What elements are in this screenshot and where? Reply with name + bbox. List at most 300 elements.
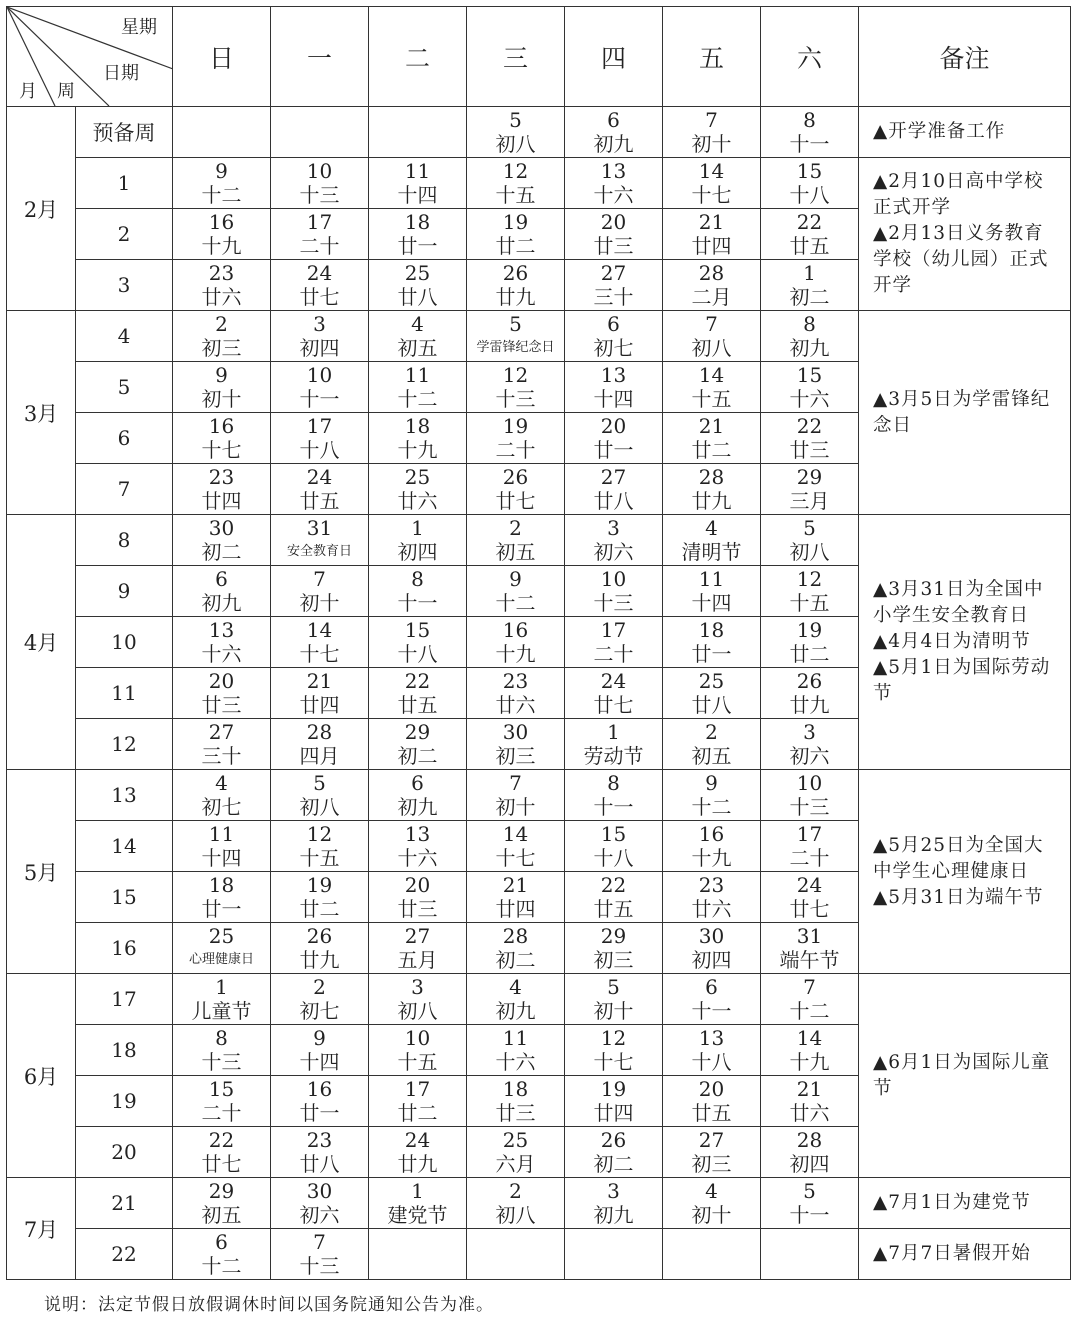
solar-date: 26 <box>502 465 529 489</box>
lunar-date: 十三 <box>201 1050 242 1074</box>
lunar-date: 二十 <box>495 438 536 462</box>
week-number: 21 <box>76 1178 173 1229</box>
day-cell <box>369 413 467 464</box>
solar-date: 8 <box>215 1026 228 1050</box>
lunar-date: 廿三 <box>593 234 634 258</box>
day-cell <box>467 464 565 515</box>
lunar-date: 清明节 <box>681 540 742 564</box>
month-label: 5月 <box>7 770 76 974</box>
solar-date: 24 <box>404 1128 431 1152</box>
lunar-date: 初十 <box>593 999 634 1023</box>
day-cell <box>271 770 369 821</box>
solar-date: 12 <box>502 159 529 183</box>
empty-cell <box>761 1229 859 1280</box>
solar-date: 26 <box>796 669 823 693</box>
day-cell <box>565 719 663 770</box>
day-cell <box>467 1178 565 1229</box>
day-cell <box>173 158 271 209</box>
solar-date: 29 <box>208 1179 235 1203</box>
day-cell <box>565 260 663 311</box>
notes-cell <box>859 107 1071 158</box>
empty-cell <box>369 1229 467 1280</box>
solar-date: 18 <box>698 618 725 642</box>
solar-date: 6 <box>215 1230 228 1254</box>
lunar-date: 初八 <box>299 795 340 819</box>
day-cell <box>271 719 369 770</box>
notes-cell <box>859 974 1071 1178</box>
solar-date: 26 <box>502 261 529 285</box>
solar-date: 5 <box>509 312 522 336</box>
day-cell <box>271 974 369 1025</box>
day-cell <box>761 617 859 668</box>
solar-date: 29 <box>404 720 431 744</box>
day-cell <box>369 821 467 872</box>
day-cell <box>369 1025 467 1076</box>
month-label: 2月 <box>7 107 76 311</box>
day-cell <box>761 1076 859 1127</box>
solar-date: 21 <box>698 210 725 234</box>
week-row <box>7 1178 1071 1229</box>
solar-date: 24 <box>306 261 333 285</box>
day-cell <box>663 1076 761 1127</box>
day-cell <box>565 770 663 821</box>
lunar-date: 十五 <box>299 846 340 870</box>
day-cell <box>565 923 663 974</box>
solar-date: 11 <box>404 159 431 183</box>
lunar-date: 初三 <box>593 948 634 972</box>
week-number: 13 <box>76 770 173 821</box>
day-cell <box>467 770 565 821</box>
footnote: 说明：法定节假日放假调休时间以国务院通知公告为准。 <box>44 1295 494 1315</box>
day-cell <box>173 719 271 770</box>
day-cell <box>467 311 565 362</box>
day-cell <box>565 668 663 719</box>
day-cell <box>369 1178 467 1229</box>
solar-date: 29 <box>796 465 823 489</box>
notes-header: 备注 <box>859 7 1071 107</box>
lunar-date: 初二 <box>495 948 536 972</box>
lunar-date: 初九 <box>495 999 536 1023</box>
day-cell <box>761 260 859 311</box>
day-cell <box>565 1025 663 1076</box>
week-number: 16 <box>76 923 173 974</box>
solar-date: 24 <box>796 873 823 897</box>
note-text: ▲6月1日为国际儿童节 <box>873 1051 1051 1099</box>
day-cell <box>271 617 369 668</box>
day-cell <box>761 158 859 209</box>
lunar-date: 十六 <box>495 1050 536 1074</box>
solar-date: 31 <box>796 924 823 948</box>
lunar-date: 初五 <box>495 540 536 564</box>
day-cell <box>663 515 761 566</box>
solar-date: 16 <box>306 1077 333 1101</box>
solar-date: 7 <box>803 975 816 999</box>
day-cell <box>565 566 663 617</box>
day-cell <box>271 413 369 464</box>
lunar-date: 廿八 <box>299 1152 340 1176</box>
lunar-date: 廿一 <box>201 897 242 921</box>
day-cell <box>173 209 271 260</box>
solar-date: 28 <box>306 720 333 744</box>
note-text: ▲5月31日为端午节 <box>873 886 1044 908</box>
lunar-date: 十三 <box>299 183 340 207</box>
lunar-date: 十七 <box>299 642 340 666</box>
note-text: ▲3月31日为全国中小学生安全教育日 <box>873 579 1044 626</box>
lunar-date: 廿六 <box>495 693 536 717</box>
solar-date: 15 <box>600 822 627 846</box>
solar-date: 14 <box>698 363 725 387</box>
day-cell <box>369 260 467 311</box>
solar-date: 11 <box>502 1026 529 1050</box>
solar-date: 30 <box>698 924 725 948</box>
lunar-date: 初三 <box>201 336 242 360</box>
day-cell <box>565 107 663 158</box>
day-cell <box>565 209 663 260</box>
lunar-date: 廿五 <box>691 1101 732 1125</box>
day-cell <box>761 923 859 974</box>
lunar-date: 十三 <box>789 795 830 819</box>
month-label: 4月 <box>7 515 76 770</box>
lunar-date: 十一 <box>691 999 732 1023</box>
solar-date: 4 <box>509 975 522 999</box>
lunar-date: 十四 <box>593 387 634 411</box>
day-cell <box>271 209 369 260</box>
solar-date: 4 <box>705 1179 718 1203</box>
solar-date: 18 <box>502 1077 529 1101</box>
day-cell <box>565 1076 663 1127</box>
lunar-date: 初七 <box>299 999 340 1023</box>
lunar-date: 十一 <box>789 132 830 156</box>
lunar-date: 十四 <box>691 591 732 615</box>
week-row <box>7 1229 1071 1280</box>
lunar-date: 劳动节 <box>583 744 644 768</box>
solar-date: 3 <box>607 1179 620 1203</box>
lunar-date: 六月 <box>495 1152 536 1176</box>
lunar-date: 十二 <box>397 387 438 411</box>
solar-date: 14 <box>502 822 529 846</box>
lunar-date: 廿一 <box>299 1101 340 1125</box>
lunar-date: 心理健康日 <box>188 952 254 967</box>
solar-date: 1 <box>803 261 816 285</box>
week-number: 22 <box>76 1229 173 1280</box>
lunar-date: 初七 <box>201 795 242 819</box>
solar-date: 22 <box>208 1128 235 1152</box>
day-cell <box>761 974 859 1025</box>
solar-date: 20 <box>600 414 627 438</box>
solar-date: 17 <box>796 822 823 846</box>
day-cell <box>173 1229 271 1280</box>
day-cell <box>467 719 565 770</box>
solar-date: 13 <box>404 822 431 846</box>
lunar-date: 十八 <box>397 642 438 666</box>
week-number: 19 <box>76 1076 173 1127</box>
day-cell <box>369 1076 467 1127</box>
day-cell <box>173 566 271 617</box>
day-cell <box>173 362 271 413</box>
solar-date: 2 <box>509 516 522 540</box>
solar-date: 12 <box>600 1026 627 1050</box>
lunar-date: 初五 <box>691 744 732 768</box>
day-cell <box>173 464 271 515</box>
day-cell <box>761 311 859 362</box>
lunar-date: 初七 <box>593 336 634 360</box>
solar-date: 6 <box>705 975 718 999</box>
solar-date: 7 <box>705 312 718 336</box>
solar-date: 13 <box>208 618 235 642</box>
solar-date: 29 <box>600 924 627 948</box>
solar-date: 10 <box>796 771 823 795</box>
solar-date: 27 <box>404 924 431 948</box>
day-cell <box>271 1178 369 1229</box>
solar-date: 31 <box>306 516 333 540</box>
solar-date: 6 <box>607 312 620 336</box>
solar-date: 11 <box>404 363 431 387</box>
lunar-date: 十五 <box>789 591 830 615</box>
lunar-date: 初八 <box>789 540 830 564</box>
solar-date: 21 <box>306 669 333 693</box>
solar-date: 17 <box>306 414 333 438</box>
week-row <box>7 515 1071 566</box>
day-cell <box>271 1229 369 1280</box>
day-cell <box>271 566 369 617</box>
lunar-date: 十七 <box>495 846 536 870</box>
solar-date: 24 <box>600 669 627 693</box>
lunar-date: 初八 <box>495 132 536 156</box>
empty-cell <box>565 1229 663 1280</box>
solar-date: 23 <box>208 261 235 285</box>
solar-date: 9 <box>313 1026 326 1050</box>
lunar-date: 初二 <box>397 744 438 768</box>
day-cell <box>271 260 369 311</box>
lunar-date: 初三 <box>495 744 536 768</box>
day-cell <box>663 719 761 770</box>
day-cell <box>565 158 663 209</box>
note-text: ▲7月1日为建党节 <box>873 1192 1031 1213</box>
week-row <box>7 311 1071 362</box>
lunar-date: 初二 <box>201 540 242 564</box>
day-cell <box>663 107 761 158</box>
day-cell <box>369 1127 467 1178</box>
lunar-date: 廿三 <box>495 1101 536 1125</box>
day-cell <box>369 974 467 1025</box>
day-cell <box>369 158 467 209</box>
day-cell <box>663 974 761 1025</box>
lunar-date: 十七 <box>691 183 732 207</box>
lunar-date: 初六 <box>299 1203 340 1227</box>
day-cell <box>761 719 859 770</box>
month-label: 3月 <box>7 311 76 515</box>
day-cell <box>663 872 761 923</box>
corner-date-label: 日期 <box>103 63 139 84</box>
solar-date: 4 <box>215 771 228 795</box>
week-number: 1 <box>76 158 173 209</box>
lunar-date: 十一 <box>593 795 634 819</box>
solar-date: 5 <box>803 1179 816 1203</box>
lunar-date: 十四 <box>299 1050 340 1074</box>
solar-date: 7 <box>705 108 718 132</box>
day-cell <box>565 1178 663 1229</box>
empty-cell <box>271 107 369 158</box>
day-cell <box>369 668 467 719</box>
day-cell <box>173 1127 271 1178</box>
solar-date: 20 <box>208 669 235 693</box>
day-cell <box>173 1025 271 1076</box>
solar-date: 2 <box>705 720 718 744</box>
lunar-date: 十六 <box>593 183 634 207</box>
solar-date: 24 <box>306 465 333 489</box>
day-cell <box>467 1127 565 1178</box>
lunar-date: 廿三 <box>789 438 830 462</box>
lunar-date: 十六 <box>201 642 242 666</box>
week-row <box>7 974 1071 1025</box>
note-text: ▲3月5日为学雷锋纪念日 <box>873 388 1051 436</box>
solar-date: 6 <box>215 567 228 591</box>
day-cell <box>663 464 761 515</box>
solar-date: 1 <box>411 516 424 540</box>
lunar-date: 十二 <box>495 591 536 615</box>
day-cell <box>173 413 271 464</box>
solar-date: 19 <box>502 210 529 234</box>
lunar-date: 廿七 <box>201 1152 242 1176</box>
day-cell <box>467 668 565 719</box>
lunar-date: 廿六 <box>789 1101 830 1125</box>
week-number: 9 <box>76 566 173 617</box>
day-cell <box>565 974 663 1025</box>
day-cell <box>173 872 271 923</box>
notes-cell <box>859 1229 1071 1280</box>
day-cell <box>173 311 271 362</box>
week-row <box>7 770 1071 821</box>
solar-date: 26 <box>600 1128 627 1152</box>
day-cell <box>173 770 271 821</box>
week-number: 6 <box>76 413 173 464</box>
day-cell <box>761 1178 859 1229</box>
day-cell <box>271 1076 369 1127</box>
lunar-date: 廿二 <box>691 438 732 462</box>
solar-date: 17 <box>306 210 333 234</box>
solar-date: 22 <box>404 669 431 693</box>
lunar-date: 二十 <box>593 642 634 666</box>
lunar-date: 廿七 <box>789 897 830 921</box>
empty-cell <box>467 1229 565 1280</box>
lunar-date: 十九 <box>397 438 438 462</box>
solar-date: 10 <box>306 363 333 387</box>
solar-date: 23 <box>208 465 235 489</box>
lunar-date: 十九 <box>789 1050 830 1074</box>
day-cell <box>173 515 271 566</box>
lunar-date: 十八 <box>691 1050 732 1074</box>
day-cell <box>467 1025 565 1076</box>
note-text: ▲4月4日为清明节 <box>873 631 1031 652</box>
day-cell <box>173 923 271 974</box>
day-cell <box>271 1127 369 1178</box>
note-text: ▲5月25日为全国大中学生心理健康日 <box>873 834 1044 882</box>
lunar-date: 安全教育日 <box>286 544 352 559</box>
lunar-date: 二十 <box>299 234 340 258</box>
day-cell <box>467 515 565 566</box>
lunar-date: 廿五 <box>299 489 340 513</box>
solar-date: 5 <box>509 108 522 132</box>
solar-date: 21 <box>796 1077 823 1101</box>
solar-date: 5 <box>803 516 816 540</box>
day-cell <box>565 617 663 668</box>
lunar-date: 十一 <box>789 1203 830 1227</box>
notes-cell <box>859 311 1071 515</box>
day-header: 一 <box>271 7 369 107</box>
day-header: 四 <box>565 7 663 107</box>
solar-date: 1 <box>215 975 228 999</box>
lunar-date: 廿二 <box>789 642 830 666</box>
week-number: 3 <box>76 260 173 311</box>
solar-date: 16 <box>208 414 235 438</box>
day-header: 三 <box>467 7 565 107</box>
week-number: 4 <box>76 311 173 362</box>
solar-date: 6 <box>411 771 424 795</box>
day-cell <box>467 617 565 668</box>
lunar-date: 初四 <box>691 948 732 972</box>
lunar-date: 廿八 <box>593 489 634 513</box>
lunar-date: 十四 <box>397 183 438 207</box>
lunar-date: 廿九 <box>299 948 340 972</box>
solar-date: 3 <box>411 975 424 999</box>
corner-weekday-label: 星期 <box>121 17 157 38</box>
solar-date: 23 <box>502 669 529 693</box>
note-text: ▲7月7日暑假开始 <box>873 1243 1031 1264</box>
day-cell <box>467 209 565 260</box>
lunar-date: 初三 <box>691 1152 732 1176</box>
lunar-date: 廿八 <box>691 693 732 717</box>
solar-date: 16 <box>502 618 529 642</box>
lunar-date: 三月 <box>789 489 830 513</box>
solar-date: 5 <box>607 975 620 999</box>
lunar-date: 初六 <box>789 744 830 768</box>
solar-date: 27 <box>698 1128 725 1152</box>
lunar-date: 初二 <box>593 1152 634 1176</box>
day-cell <box>761 872 859 923</box>
day-cell <box>761 566 859 617</box>
lunar-date: 廿七 <box>593 693 634 717</box>
solar-date: 26 <box>306 924 333 948</box>
lunar-date: 廿五 <box>789 234 830 258</box>
school-calendar-table <box>6 6 1071 1280</box>
lunar-date: 初九 <box>201 591 242 615</box>
day-cell <box>369 872 467 923</box>
day-cell <box>271 464 369 515</box>
lunar-date: 二十 <box>789 846 830 870</box>
solar-date: 15 <box>796 363 823 387</box>
lunar-date: 十二 <box>691 795 732 819</box>
solar-date: 20 <box>404 873 431 897</box>
week-number: 11 <box>76 668 173 719</box>
day-cell <box>467 872 565 923</box>
lunar-date: 十三 <box>495 387 536 411</box>
lunar-date: 初十 <box>691 1203 732 1227</box>
lunar-date: 初五 <box>201 1203 242 1227</box>
solar-date: 8 <box>607 771 620 795</box>
day-cell <box>663 362 761 413</box>
solar-date: 2 <box>313 975 326 999</box>
lunar-date: 十七 <box>201 438 242 462</box>
month-label: 7月 <box>7 1178 76 1280</box>
solar-date: 15 <box>208 1077 235 1101</box>
solar-date: 10 <box>306 159 333 183</box>
solar-date: 18 <box>404 414 431 438</box>
week-number: 5 <box>76 362 173 413</box>
lunar-date: 廿四 <box>299 693 340 717</box>
day-cell <box>565 872 663 923</box>
solar-date: 15 <box>404 618 431 642</box>
day-cell <box>663 1025 761 1076</box>
